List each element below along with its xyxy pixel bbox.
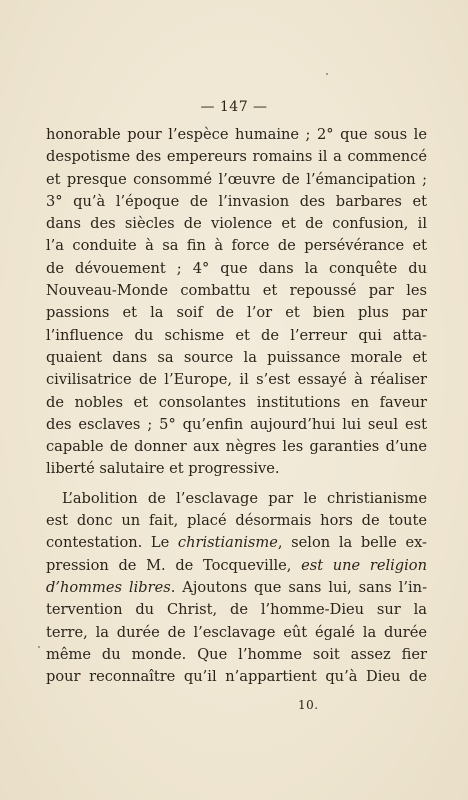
signature-mark: 10. [298, 698, 319, 712]
text-line: de nobles et consolantes institutions en faveur [46, 393, 427, 411]
body-text [46, 124, 427, 688]
text-line: L’abolition de l’esclavage par le christianisme [62, 489, 427, 507]
text-line: despotisme des empereurs romains il a commencé [46, 148, 427, 166]
italic-text: est une religion [301, 556, 427, 574]
text-line: honorable pour l’espèce humaine ; 2° que sous le [46, 126, 427, 143]
text-line: quaient dans sa source la puissance morale et [46, 348, 427, 366]
text-segment: . Ajoutons que sans lui, sans l’in- [170, 578, 427, 596]
text-line: terre, la durée de l’esclavage eût égalé la durée [46, 623, 427, 641]
text-segment: pression de M. de Tocqueville, [46, 556, 302, 574]
text-line: civilisatrice de l’Europe, il s’est essayé à réaliser [46, 371, 427, 389]
paper-speck [326, 73, 328, 75]
text-line: capable de donner aux nègres les garanties d’une [46, 438, 427, 456]
italic-text: christianisme [177, 534, 278, 552]
text-line [46, 532, 427, 554]
text-line: passions et la soif de l’or et bien plus par [46, 304, 427, 322]
text-line: l’influence du schisme et de l’erreur qui atta- [46, 326, 427, 344]
page-number: — 147 — [200, 99, 268, 115]
text-line [46, 577, 427, 599]
text-line: l’a conduite à sa fin à force de persévérance et [46, 237, 427, 255]
italic-text: d’hommes libres [46, 578, 171, 596]
text-line: des esclaves ; 5° qu’enfin aujourd’hui lui seul est [46, 415, 427, 433]
text-line: est donc un fait, placé désormais hors de toute [46, 512, 427, 530]
text-segment: , selon la belle ex- [277, 534, 427, 552]
text-line: et presque consommé l’œuvre de l’émancipation ; [46, 170, 427, 188]
text-line [46, 555, 427, 577]
text-line: Nouveau-Monde combattu et repoussé par les [46, 282, 427, 300]
text-line: tervention du Christ, de l’homme-Dieu sur la [46, 601, 427, 619]
text-line: même du monde. Que l’homme soit assez fier [46, 645, 427, 663]
paper-speck [38, 646, 40, 648]
text-line: de dévouement ; 4° que dans la conquête du [46, 259, 427, 277]
text-line: dans des siècles de violence et de confusion, il [46, 215, 427, 233]
text-line: 3° qu’à l’époque de l’invasion des barbares et [46, 192, 427, 210]
text-line: liberté salutaire et progressive. [46, 460, 280, 478]
text-line: pour reconnaître qu’il n’appartient qu’à Dieu de [46, 668, 427, 686]
text-segment: contestation. Le [46, 534, 178, 552]
